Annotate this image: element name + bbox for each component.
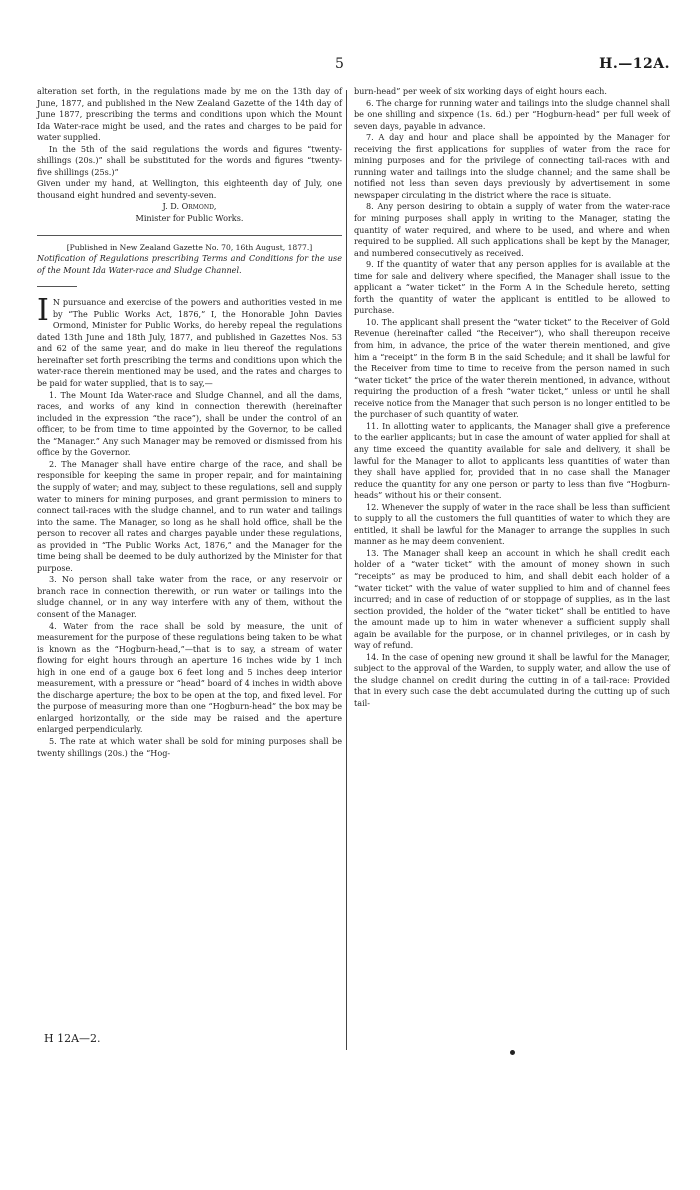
intro-paragraph [37, 293, 342, 389]
signature-given: Given under my hand, at Wellington, this eighteenth day of July, one thousand eight hundred and seventy-seven. [37, 178, 342, 200]
right-column [354, 86, 670, 710]
regulation-8: 8. Any person desiring to obtain a supply of water from the water-race for mining purposes shall apply in writing to the Manager, stating the quantity of water required, and where to be used, and where and when required to be supplied. All such applications shall be kept by the Manager, and numbered consecutively as received. [354, 201, 670, 258]
publication-note: [Published in New Zealand Gazette No. 70, 16th August, 1877.] [66, 242, 313, 252]
intro-text: N pursuance and exercise of the powers and authorities vested in me by “The Public Works Act, 1876,” I, the Honorable John Davies Ormond, Minister for Public Works, do hereby repeal the regulations dated 13th June and 18th July, 1877, and published in Gazettes Nos. 53 and 62 of the same year, and do make in lieu thereof the regulations hereinafter set forth prescribing the terms and conditions upon which the water-race therein mentioned may be used, and the rates and charges to be paid for water supplied, that is to say,— [37, 297, 342, 389]
regulation-2: 2. The Manager shall have entire charge of the race, and shall be responsible for keeping the same in proper repair, and for maintaining the supply of water; and may, subject to these regulations, sell and supply water to miners for mining purposes, and grant permission to miners to connect tail-races with the sludge channel, and to run water and tailings into the same. The Manager, so long as he shall hold office, shall be the person to recover all rates and charges payable under these regulations, as provided in “The Public Works Act, 1876,” and the Manager for the time being shall be deemed to be duly authorized by the Minister for that purpose. [37, 458, 342, 573]
document-reference: H.—12A. [599, 56, 670, 72]
regulation-4: 4. Water from the race shall be sold by measure, the unit of measurement for the purpose of these regulations being taken to be what is known as the “Hogburn-head,”—that is to say, a stream of water flowing for eight hours through an aperture 16 inches wide by 1 inch high in one end of a gauge box 6 feet long and 5 inches deep interior measurement, with a pressure or “head” board of 4 inches in width above the discharge aperture; the box to be open at the top, and fixed level. For the purpose of measuring more than one “Hogburn-head” the box may be enlarged horizontally, or the side may be raised and the aperture enlarged perpendicularly. [37, 620, 342, 735]
section-divider [37, 235, 342, 236]
regulation-11: 11. In allotting water to applicants, the Manager shall give a preference to the earlier applicants; but in case the amount of water applied for shall at any time exceed the quantity available for sale and delivery, it shall be lawful for the Manager to allot to applicants less quantities of water than they shall have applied for, provided that in no case shall the Manager reduce the quantity for any one person or party to less than five “Hogburn-heads” without his or their consent. [354, 420, 670, 501]
paragraph: alteration set forth, in the regulations made by me on the 13th day of June, 1877, and published in the New Zealand Gazette of the 14th day of June 1877, prescribing the terms and conditions upon which the Mount Ida Water-race might be used, and the rates and charges to be paid for water supplied. [37, 86, 342, 143]
regulation-14: 14. In the case of opening new ground it shall be lawful for the Manager, subject to the approval of the Warden, to supply water, and allow the use of the sludge channel on credit during the cutting in of a tail-race: Provided that in every such case the debt accumulated during the cutting up of such tail- [354, 651, 670, 708]
regulation-10: 10. The applicant shall present the “water ticket” to the Receiver of Gold Revenue (hereinafter called “the Receiver”), who shall thereupon receive from him, in advance, the price of the water therein mentioned, and give him a “receipt” in the form B in the said Schedule; and it shall be lawful for the Receiver from time to time to receive from the person named in such “water ticket” the price of the water therein mentioned, in advance, without requiring the production of a fresh “water ticket,” unless or until he shall receive notice from the Manager that such person is no longer entitled to be the purchaser of such quantity of water. [354, 316, 670, 420]
regulation-13: 13. The Manager shall keep an account in which he shall credit each holder of a “water ticket” with the amount of money shown in such “receipts” as may be produced to him, and shall debit each holder of a “water ticket” with the value of water supplied to him and of channel fees incurred; and in case of reduction of or stoppage of supplies, as in the last section provided, the holder of the “water ticket” shall be entitled to have the amount made up to him in water whenever a sufficient supply shall again be available for the purpose, or in channel privileges, or in cash by way of refund. [354, 547, 670, 651]
regulation-5-continued: burn-head” per week of six working days of eight hours each. [354, 86, 607, 96]
paragraph: In the 5th of the said regulations the words and figures “twenty-shillings (20s.)” shall be substituted for the words and figures “twenty-five shillings (25s.)” [37, 143, 342, 177]
left-column [37, 86, 342, 759]
regulation-7: 7. A day and hour and place shall be appointed by the Manager for receiving the first applications for supplies of water from the race for mining purposes and for the privilege of connecting tail-races with and running water and tailings into the sludge channel; and the same shall be notified not less than seven days previously by advertisement in some newspaper circulating in the district where the race is situate. [354, 132, 670, 200]
regulation-5: 5. The rate at which water shall be sold for mining purposes shall be twenty shillings (20s.) the “Hog- [37, 735, 342, 758]
notification-title: Notification of Regulations prescribing Terms and Conditions for the use of the Mount Ida Water-race and Sludge Channel. [37, 253, 342, 275]
short-divider [37, 286, 77, 287]
regulation-1: 1. The Mount Ida Water-race and Sludge Channel, and all the dams, races, and works of any kind in connection therewith (hereinafter included in the expression “the race”), shall be under the control of an officer, to be from time to time appointed by the Governor, to be called the “Manager.” Any such Manager may be removed or dismissed from his office by the Governor. [37, 389, 342, 458]
signature-title: Minister for Public Works. [135, 213, 244, 224]
drop-cap: I [37, 293, 49, 329]
column-divider [346, 90, 347, 1050]
regulation-6: 6. The charge for running water and tailings into the sludge channel shall be one shilling and sixpence (1s. 6d.) per “Hogburn-head” per full week of seven days, payable in advance. [354, 97, 670, 131]
regulation-3: 3. No person shall take water from the race, or any reservoir or branch race in connection therewith, or run water or tailings into the sludge channel, or in any way interfere with any of them, without the consent of the Manager. [37, 574, 342, 619]
signature-name: J. D. Ormond, [162, 201, 217, 212]
bullet-mark [510, 1050, 515, 1055]
regulation-12: 12. Whenever the supply of water in the race shall be less than sufficient to supply to all the customers the full quantities of water to which they are entitled, it shall be lawful for the Manager to arrange the supplies in such manner as he may deem convenient. [354, 501, 670, 547]
regulation-9: 9. If the quantity of water that any person applies for is available at the time for sale and delivery where specified, the Manager shall issue to the applicant a “water ticket” in the Form A in the Schedule hereto, setting forth the quantity of water the applicant is entitled to be allowed to purchase. [354, 259, 670, 316]
page-number: 5 [335, 56, 344, 72]
footer-reference: H 12A—2. [44, 1032, 101, 1045]
